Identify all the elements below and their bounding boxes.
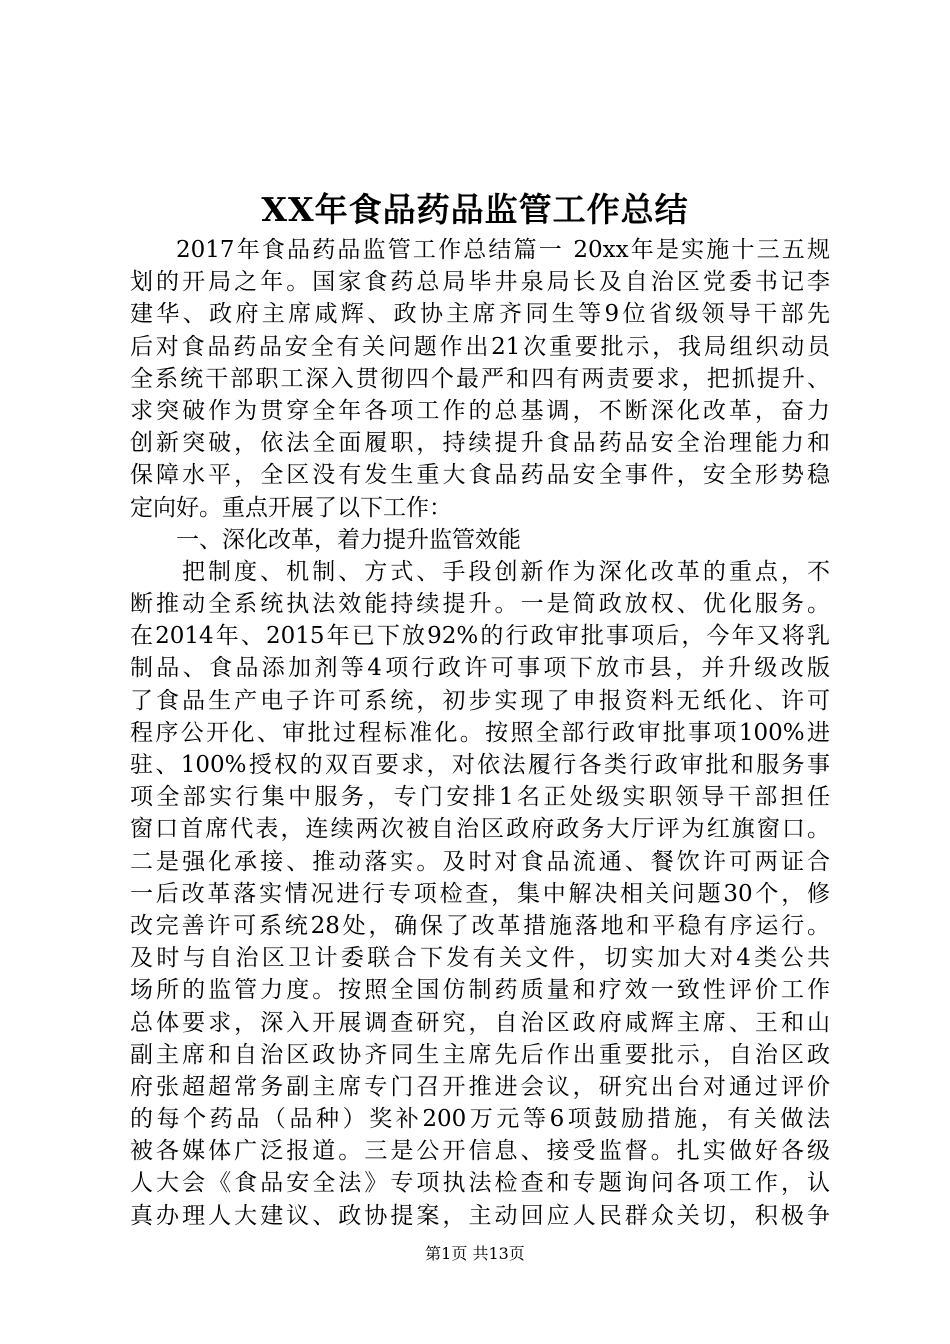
body-line: 的每个药品（品种）奖补200万元等6项鼓励措施，有关做法 xyxy=(130,1106,830,1133)
body-line: 求突破作为贯穿全年各项工作的总基调，不断深化改革，奋力 xyxy=(130,397,830,424)
body-line: 2017年食品药品监管工作总结篇一 20xx年是实施十三五规 xyxy=(176,237,830,263)
body-line: 被各媒体广泛报道。三是公开信息、接受监督。扎实做好各级 xyxy=(130,1138,830,1165)
body-line: 制品、食品添加剂等4项行政许可事项下放市县，并升级改版 xyxy=(130,655,830,682)
body-line: 在2014年、2015年已下放92%的行政审批事项后，今年又将乳 xyxy=(130,623,830,650)
body-line: 建华、政府主席咸辉、政协主席齐同生等9位省级领导干部先 xyxy=(130,301,830,328)
body-line: 窗口首席代表，连续两次被自治区政府政务大厅评为红旗窗口。 xyxy=(130,816,830,843)
body-line: 了食品生产电子许可系统，初步实现了申报资料无纸化、许可 xyxy=(130,687,830,714)
body-line: 副主席和自治区政协齐同生主席先后作出重要批示，自治区政 xyxy=(130,1041,830,1068)
body-line: 二是强化承接、推动落实。及时对食品流通、餐饮许可两证合 xyxy=(130,848,830,875)
body-line: 定向好。重点开展了以下工作： xyxy=(130,494,452,521)
body-line: 保障水平，全区没有发生重大食品药品安全事件，安全形势稳 xyxy=(130,462,830,489)
body-line: 程序公开化、审批过程标准化。按照全部行政审批事项100%进 xyxy=(130,719,830,746)
body-line: 真办理人大建议、政协提案，主动回应人民群众关切，积极争 xyxy=(130,1202,830,1229)
body-line: 改完善许可系统28处，确保了改革措施落地和平稳有序运行。 xyxy=(130,912,830,939)
body-line: 一后改革落实情况进行专项检查，集中解决相关问题30个，修 xyxy=(130,880,830,907)
body-line: 府张超超常务副主席专门召开推进会议，研究出台对通过评价 xyxy=(130,1073,830,1100)
body-line: 断推动全系统执法效能持续提升。一是简政放权、优化服务。 xyxy=(130,591,830,618)
body-line: 项全部实行集中服务，专门安排1名正处级实职领导干部担任 xyxy=(130,784,830,811)
body-line: 驻、100%授权的双百要求，对依法履行各类行政审批和服务事 xyxy=(130,752,830,778)
body-line: 把制度、机制、方式、手段创新作为深化改革的重点，不 xyxy=(182,558,830,585)
body-line: 划的开局之年。国家食药总局毕井泉局长及自治区党委书记李 xyxy=(130,269,830,296)
document-body xyxy=(130,234,830,1232)
document-title: XX年食品药品监管工作总结 xyxy=(261,190,689,229)
section-heading: 一、深化改革，着力提升监管效能 xyxy=(176,526,521,553)
body-line: 全系统干部职工深入贯彻四个最严和四有两责要求，把抓提升、 xyxy=(130,365,830,392)
body-line: 场所的监管力度。按照全国仿制药质量和疗效一致性评价工作 xyxy=(130,977,830,1004)
page-footer: 第1页 共13页 xyxy=(425,1244,525,1263)
body-line: 后对食品药品安全有关问题作出21次重要批示，我局组织动员 xyxy=(130,333,830,360)
body-line: 人大会《食品安全法》专项执法检查和专题询问各项工作，认 xyxy=(130,1170,830,1197)
body-line: 总体要求，深入开展调查研究，自治区政府咸辉主席、王和山 xyxy=(130,1009,830,1036)
body-line: 创新突破，依法全面履职，持续提升食品药品安全治理能力和 xyxy=(130,430,830,457)
body-line: 及时与自治区卫计委联合下发有关文件，切实加大对4类公共 xyxy=(130,945,830,972)
